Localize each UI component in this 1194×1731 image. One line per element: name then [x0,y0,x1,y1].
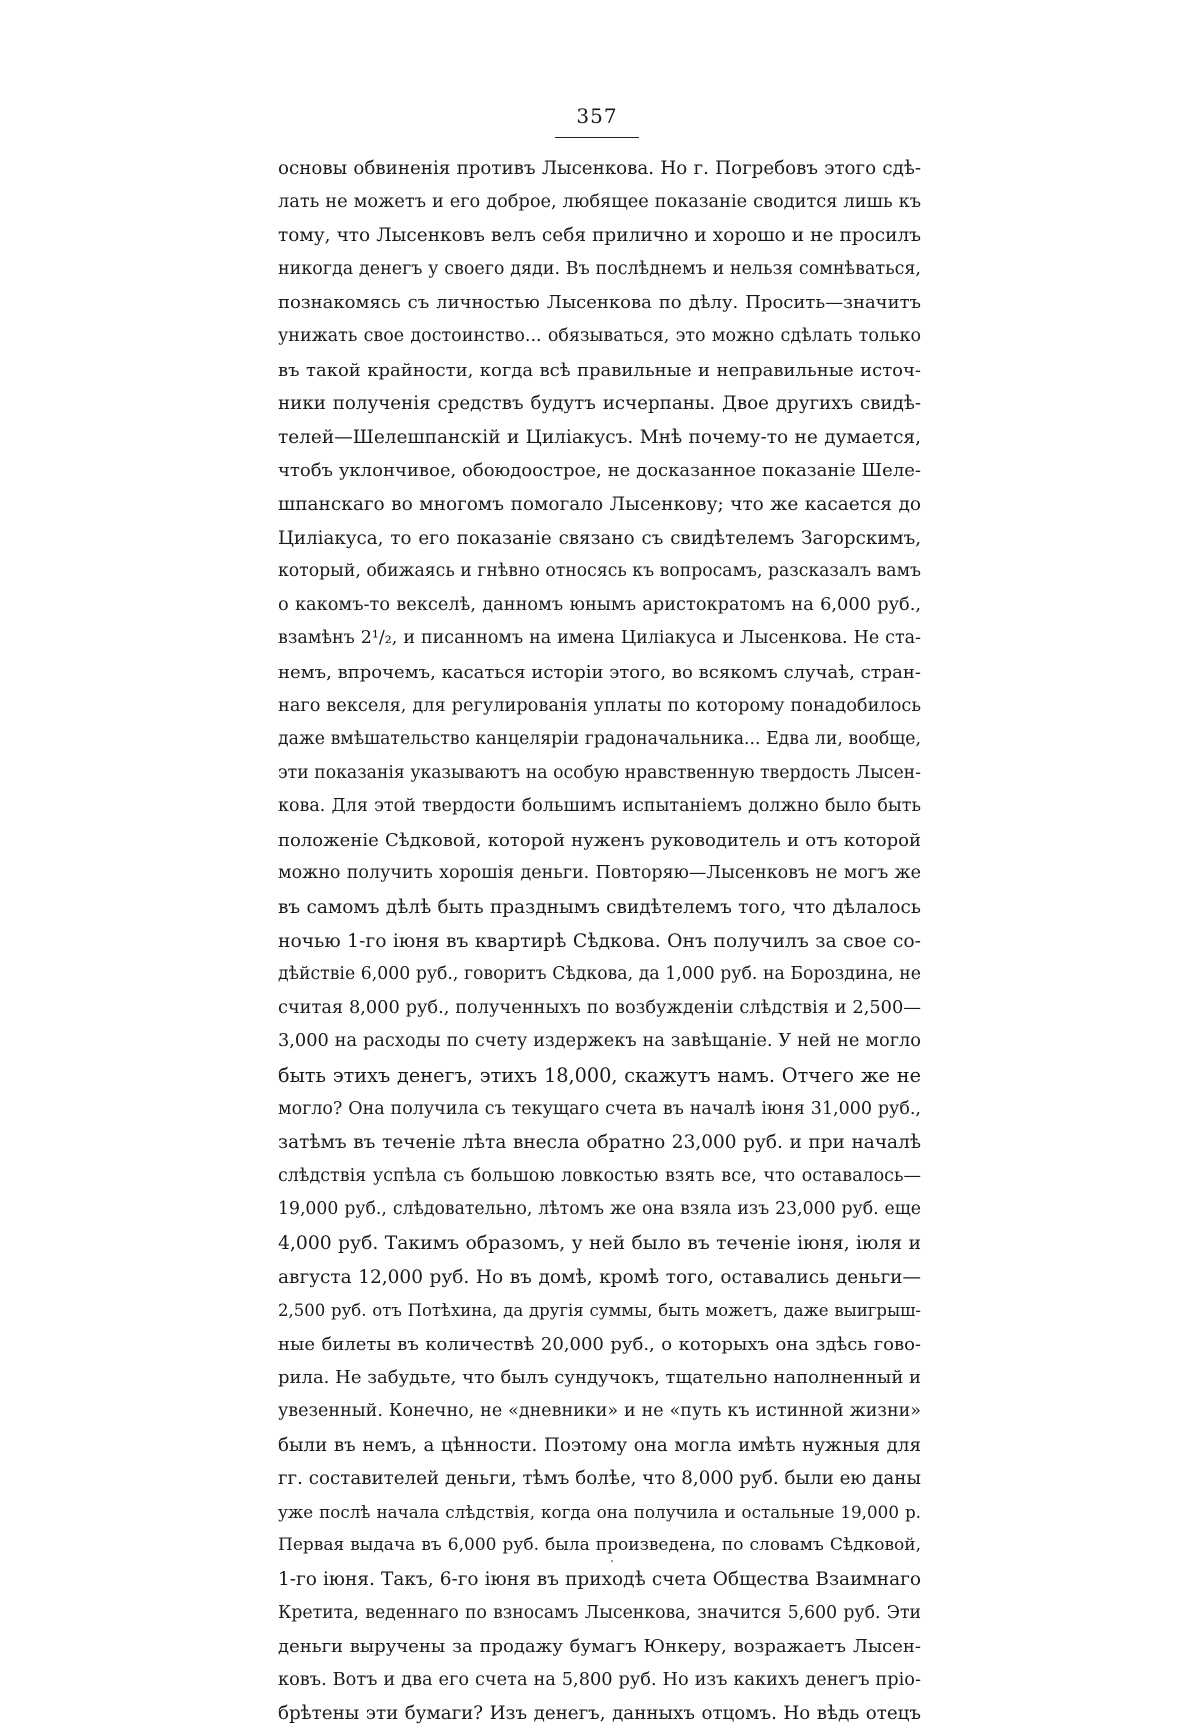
text-line: познакомясь съ личностью Лысенкова по дѣлу. Просить—значитъ [278,292,921,314]
body-text [278,152,921,1731]
text-line: ники полученія средствъ будутъ исчерпаны. Двое другихъ свидѣ- [278,393,921,415]
text-line: даже вмѣшательство канцеляріи градоначальника... Едва ли, вообще, [278,729,921,750]
text-line: уже послѣ начала слѣдствія, когда она получила и остальные 19,000 р. [278,1501,921,1522]
text-line: ные билеты въ количествѣ 20,000 руб., о которыхъ она здѣсь гово- [278,1333,921,1355]
text-line: слѣдствія успѣла съ большою ловкостью взять все, что оставалось— [278,1165,921,1186]
text-line: считая 8,000 руб., полученныхъ по возбужденіи слѣдствія и 2,500— [278,997,921,1018]
text-line: эти показанія указываютъ на особую нравственную твердость Лысен- [278,762,921,783]
text-line: лать не можетъ и его доброе, любящее показаніе сводится лишь къ [278,191,921,212]
text-line: ковъ. Вотъ и два его счета на 5,800 руб. Но изъ какихъ денегъ пріо- [278,1669,921,1690]
text-line: деньги выручены за продажу бумагъ Юнкеру, возражаетъ Лысен- [278,1636,921,1658]
text-line: 2,500 руб. отъ Потѣхина, да другія суммы, быть можетъ, даже выигрыш- [278,1301,921,1321]
text-line: унижать свое достоинство... обязываться, это можно сдѣлать только [278,325,921,346]
text-line: никогда денегъ у своего дяди. Въ послѣднемъ и нельзя сомнѣваться, [278,258,921,279]
text-line: шпанскаго во многомъ помогало Лысенкову; что же касается до [278,493,921,515]
text-line: дѣйствіе 6,000 руб., говоритъ Сѣдкова, да 1,000 руб. на Бороздина, не [278,964,921,985]
text-line: въ самомъ дѣлѣ быть празднымъ свидѣтелемъ того, что дѣлалось [278,897,921,919]
text-line: основы обвиненія противъ Лысенкова. Но г. Погребовъ этого сдѣ- [278,158,921,179]
text-line: Кретита, веденнаго по взносамъ Лысенкова, значится 5,600 руб. Эти [278,1602,921,1623]
print-speck [611,1560,613,1562]
text-line: о какомъ-то векселѣ, данномъ юнымъ аристократомъ на 6,000 руб., [278,594,921,615]
text-line: рила. Не забудьте, что былъ сундучокъ, тщательно наполненный и [278,1367,921,1389]
text-line: можно получить хорошія деньги. Повторяю—Лысенковъ не могъ же [278,863,921,884]
text-line: 1-го іюня. Такъ, 6-го іюня въ приходѣ счета Общества Взаимнаго [278,1568,921,1590]
text-line: который, обижаясь и гнѣвно относясь къ вопросамъ, разсказалъ вамъ [278,561,921,582]
text-line: телей—Шелешпанскій и Циліакусъ. Мнѣ почему-то не думается, [278,426,921,448]
text-line: чтобъ уклончивое, обоюдоострое, не досказанное показаніе Шеле- [278,460,921,482]
text-line: Первая выдача въ 6,000 руб. была произведена, по словамъ Сѣдковой, [278,1535,921,1556]
page-number-rule [555,137,639,138]
text-line: тому, что Лысенковъ велъ себя прилично и хорошо и не просилъ [278,225,921,247]
text-line: ночью 1-го іюня въ квартирѣ Сѣдкова. Онъ получилъ за свое со- [278,930,921,952]
page-number: 357 [576,104,618,128]
text-line: кова. Для этой твердости большимъ испытаніемъ должно было быть [278,796,921,817]
text-line: были въ немъ, а цѣнности. Поэтому она могла имѣть нужныя для [278,1434,921,1456]
text-line: гг. составителей деньги, тѣмъ болѣе, что 8,000 руб. были ею даны [278,1468,921,1490]
text-line: положеніе Сѣдковой, которой нуженъ руководитель и отъ которой [278,829,921,851]
text-line: Циліакуса, то его показаніе связано съ свидѣтелемъ Загорскимъ, [278,527,921,549]
text-line: наго векселя, для регулированія уплаты по которому понадобилось [278,695,921,716]
text-line: немъ, впрочемъ, касаться исторіи этого, во всякомъ случаѣ, стран- [278,661,921,683]
text-line: увезенный. Конечно, не «дневники» и не «путь къ истинной жизни» [278,1400,921,1421]
text-line: взамѣнъ 2¹/₂, и писанномъ на имена Циліакуса и Лысенкова. Не ста- [278,628,921,649]
text-line: 3,000 на расходы по счету издержекъ на завѣщаніе. У ней не могло [278,1031,921,1052]
text-line: быть этихъ денегъ, этихъ 18,000, скажутъ намъ. Отчего же не [278,1064,921,1088]
text-line: могло? Она получила съ текущаго счета въ началѣ іюня 31,000 руб., [278,1098,921,1119]
text-line: 19,000 руб., слѣдовательно, лѣтомъ же она взяла изъ 23,000 руб. еще [278,1199,921,1220]
text-line: затѣмъ въ теченіе лѣта внесла обратно 23,000 руб. и при началѣ [278,1132,921,1154]
text-line: брѣтены эти бумаги? Изъ денегъ, данныхъ отцомъ. Но вѣдь отецъ [278,1703,921,1725]
text-line: 4,000 руб. Такимъ образомъ, у ней было въ теченіе іюня, іюля и [278,1233,921,1254]
text-line: августа 12,000 руб. Но въ домѣ, кромѣ того, оставались деньги— [278,1266,921,1288]
text-line: въ такой крайности, когда всѣ правильные и неправильные источ- [278,359,921,381]
